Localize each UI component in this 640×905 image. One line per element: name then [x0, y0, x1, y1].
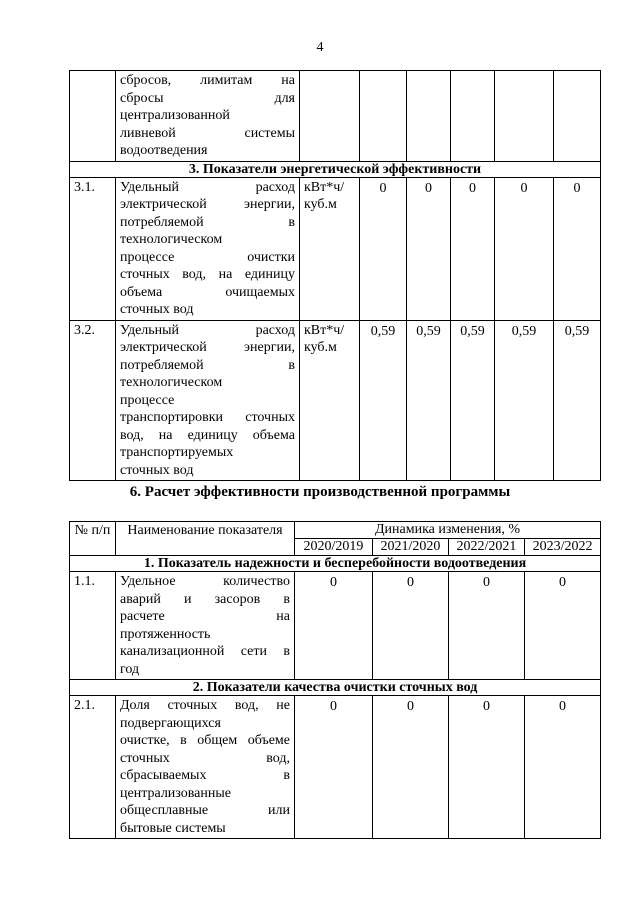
value-cell: 0	[373, 696, 449, 839]
value-cell: 0	[295, 572, 373, 680]
name-header: Наименование показателя	[116, 522, 295, 556]
indicator-name-cell	[116, 320, 300, 481]
name-line: сточных вод	[120, 302, 194, 317]
name-line: ливневой системы	[120, 125, 295, 141]
name-line: транспортировки сточных	[120, 410, 295, 425]
period-header: 2023/2022	[525, 539, 601, 556]
table-header-row	[70, 522, 601, 539]
num-cell: 2.1.	[70, 696, 116, 839]
section-row	[70, 161, 601, 177]
name-line: электрической энергии,	[120, 197, 295, 212]
name-line: централизованной	[120, 108, 230, 123]
name-line: бытовые системы	[120, 820, 226, 836]
name-line: общесплавные или	[120, 803, 290, 818]
value-cell: 0,59	[360, 320, 407, 481]
table-row	[70, 572, 601, 680]
num-cell: 3.1.	[70, 177, 116, 320]
name-line: Удельное количество	[120, 574, 290, 589]
name-line: аварий и засоров в	[120, 591, 290, 607]
name-line: канализационной сети в	[120, 644, 290, 659]
name-line: процессе	[120, 392, 175, 408]
indicator-name-cell	[116, 71, 300, 162]
indicator-name-cell	[116, 177, 300, 320]
section-row	[70, 556, 601, 572]
value-cell: 0	[554, 177, 601, 320]
name-line: год	[120, 661, 140, 677]
name-line: процессе очистки	[120, 249, 295, 265]
name-line: электрической энергии,	[120, 340, 295, 355]
page-number: 4	[316, 40, 324, 55]
section-title: 1. Показатель надежности и бесперебойности водоотведения	[70, 556, 601, 572]
value-cell: 0	[295, 696, 373, 839]
name-line: расчете на	[120, 609, 290, 624]
name-line: технологическом	[120, 375, 223, 390]
value-cell: 0	[449, 696, 525, 839]
name-line: Удельный расход	[120, 179, 295, 195]
period-header: 2020/2019	[295, 539, 373, 556]
name-line: водоотведения	[120, 143, 208, 158]
dynamics-header: Динамика изменения, %	[295, 522, 601, 539]
name-line: вод, на единицу объема	[120, 427, 295, 443]
efficiency-table	[69, 521, 601, 839]
value-cell: 0,59	[451, 320, 495, 481]
section-heading: 6. Расчет эффективности производственной программы	[129, 484, 511, 500]
indicator-name-cell	[116, 572, 295, 680]
name-line: транспортируемых	[120, 445, 234, 460]
section-title: 2. Показатели качества очистки сточных вод	[70, 680, 601, 696]
name-line: объема очищаемых	[120, 284, 295, 300]
value-cell: 0	[495, 177, 554, 320]
table-row	[70, 696, 601, 839]
name-line: сбросы для	[120, 90, 295, 106]
value-cell: 0	[373, 572, 449, 680]
period-header: 2021/2020	[373, 539, 449, 556]
table-row	[70, 320, 601, 481]
value-cell: 0	[360, 177, 407, 320]
name-line: сточных вод, на единицу	[120, 267, 295, 282]
num-cell: 1.1.	[70, 572, 116, 680]
value-cell: 0	[525, 696, 601, 839]
value-cell: 0	[451, 177, 495, 320]
name-line: протяженность	[120, 626, 211, 642]
name-line: сбрасываемых в	[120, 768, 290, 783]
value-cell: 0,59	[407, 320, 451, 481]
value-cell: 0	[449, 572, 525, 680]
unit-cell: кВт*ч/ куб.м	[300, 320, 360, 481]
section-row	[70, 680, 601, 696]
name-line: централизованные	[120, 785, 231, 801]
num-cell: 3.2.	[70, 320, 116, 481]
name-line: потребляемой в	[120, 214, 295, 230]
unit-cell: кВт*ч/ куб.м	[300, 177, 360, 320]
name-line: технологическом	[120, 232, 223, 247]
name-line: очистке, в общем объеме	[120, 733, 290, 748]
table-row	[70, 177, 601, 320]
num-header: № п/п	[70, 522, 116, 556]
period-header: 2022/2021	[449, 539, 525, 556]
num-cell	[70, 71, 116, 162]
indicator-name-cell	[116, 696, 295, 839]
indicators-table-continued	[69, 70, 601, 481]
value-cell: 0,59	[554, 320, 601, 481]
name-line: Доля сточных вод, не	[120, 698, 290, 713]
value-cell: 0,59	[495, 320, 554, 481]
name-line: подвергающихся	[120, 715, 221, 731]
section-title: 3. Показатели энергетической эффективности	[70, 161, 601, 177]
name-line: сточных вод,	[120, 750, 290, 766]
name-line: сбросов, лимитам на	[120, 73, 295, 88]
name-line: потребляемой в	[120, 357, 295, 373]
value-cell: 0	[525, 572, 601, 680]
table-row	[70, 71, 601, 162]
value-cell: 0	[407, 177, 451, 320]
name-line: Удельный расход	[120, 322, 295, 338]
name-line: сточных вод	[120, 462, 194, 478]
